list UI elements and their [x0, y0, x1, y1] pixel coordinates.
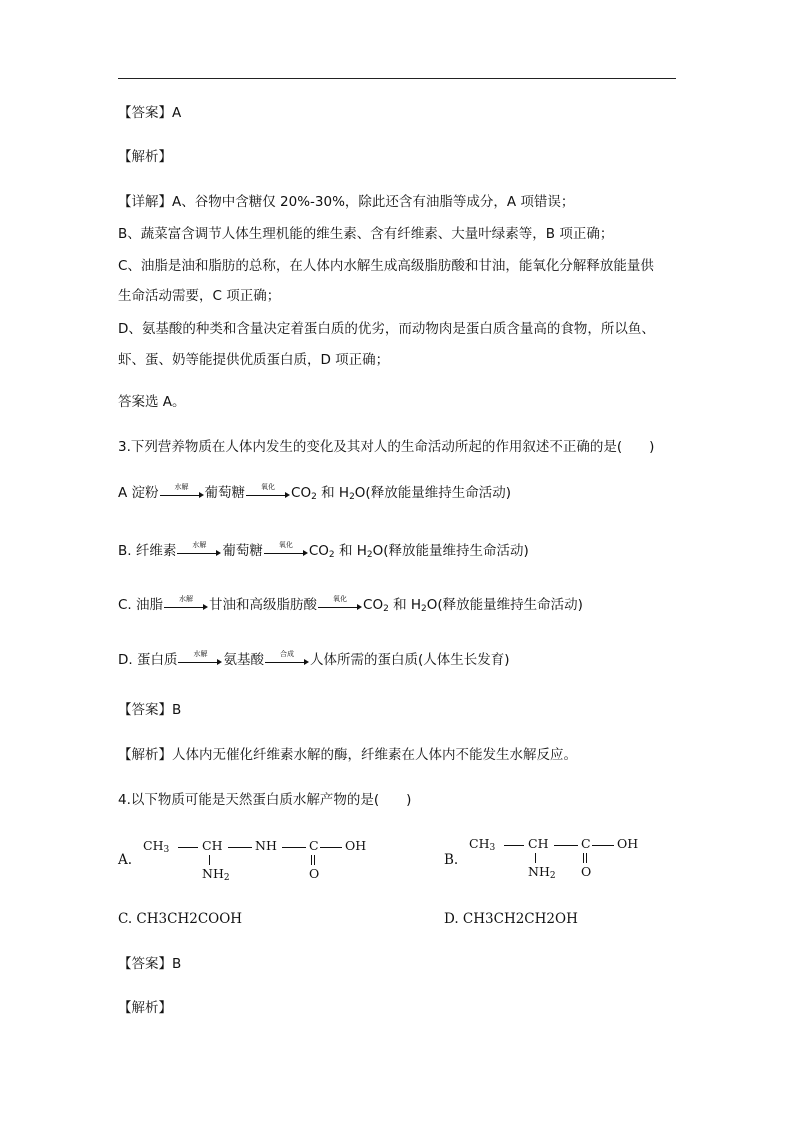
q3-d-product: 人体所需的蛋白质(人体生长发育): [309, 652, 510, 668]
detail-line-a: [118, 193, 574, 211]
oxidation-arrow-icon: 氧化: [246, 486, 290, 500]
q3-d-label: D. 蛋白质: [118, 652, 178, 668]
ch3-group: $CH_3$: [143, 838, 170, 855]
q4-option-c: C. CH3CH2COOH: [118, 911, 243, 927]
q3-answer: 【答案】B: [118, 702, 182, 718]
q3-a-label: A 淀粉: [118, 485, 159, 501]
hydrolysis-arrow-icon: 水解: [160, 486, 204, 500]
hydrolysis-arrow-icon: 水解: [164, 598, 208, 612]
structure-a: [140, 836, 380, 886]
q4-b-label: B.: [444, 852, 459, 868]
synthesis-arrow-icon: 合成: [265, 653, 309, 667]
q3-b-product: $CO_2$ 和 $H_2O$(释放能量维持生命活动): [308, 543, 529, 560]
detail-line-b: B、蔬菜富含调节人体生理机能的维生素、含有纤维素、大量叶绿素等，B 项正确；: [118, 226, 614, 242]
q3-b-mid: 葡萄糖: [222, 543, 263, 559]
detail-line-c2: 生命活动需要，C 项正确；: [118, 288, 281, 304]
detail-line-d2: 虾、蛋、奶等能提供优质蛋白质，D 项正确；: [118, 352, 390, 368]
nh2-group: $NH_2$: [528, 864, 556, 881]
carbonyl-oxygen: O: [581, 864, 592, 879]
ch3-group: $CH_3$: [469, 836, 496, 853]
oxidation-arrow-icon: 氧化: [318, 598, 362, 612]
question-4-stem: 4.以下物质可能是天然蛋白质水解产物的是( ): [118, 792, 412, 808]
oh-group: OH: [617, 836, 639, 851]
q4-a-label: A.: [118, 852, 133, 868]
ch-group: CH: [202, 838, 223, 853]
q4-answer: 【答案】B: [118, 956, 182, 972]
q3-a-mid: 葡萄糖: [204, 485, 246, 501]
detail-prefix: 【详解】: [118, 194, 172, 210]
nh-group: NH: [255, 838, 277, 853]
q3-option-d: [118, 651, 510, 669]
carbonyl-carbon: C: [309, 838, 319, 853]
hydrolysis-arrow-icon: 水解: [177, 544, 221, 558]
answer-1: 【答案】A: [118, 105, 182, 121]
q3-c-label: C. 油脂: [118, 597, 164, 613]
header-rule: [118, 78, 676, 79]
q3-option-c: [118, 596, 583, 614]
choose-answer: 答案选 A。: [118, 394, 186, 410]
q4-option-d: D. CH3CH2CH2OH: [444, 911, 578, 927]
detail-line-d1: D、氨基酸的种类和含量决定着蛋白质的优劣，而动物肉是蛋白质含量高的食物，所以鱼、: [118, 321, 655, 337]
hydrolysis-arrow-icon: 水解: [178, 653, 222, 667]
q3-d-mid: 氨基酸: [223, 652, 264, 668]
carbonyl-oxygen: O: [309, 866, 320, 881]
detail-a: A、谷物中含糖仅 20%-30%，除此还含有油脂等成分，A 项错误；: [172, 194, 575, 210]
oh-group: OH: [345, 838, 367, 853]
q3-analysis: 【解析】人体内无催化纤维素水解的酶，纤维素在人体内不能发生水解反应。: [118, 747, 577, 763]
q3-c-product: $CO_2$ 和 $H_2O$(释放能量维持生命活动): [363, 597, 583, 614]
q3-option-a: [118, 484, 511, 502]
q3-a-product: $CO_2$ 和 $H_2O$(释放能量维持生命活动): [291, 485, 511, 502]
nh2-group: $NH_2$: [202, 866, 230, 883]
q3-b-label: B. 纤维素: [118, 543, 177, 559]
question-3-stem: 3.下列营养物质在人体内发生的变化及其对人的生命活动所起的作用叙述不正确的是( ): [118, 439, 655, 455]
detail-line-c1: C、油脂是油和脂肪的总称，在人体内水解生成高级脂肪酸和甘油，能氧化分解释放能量供: [118, 258, 654, 274]
q4-analysis: 【解析】: [118, 1000, 172, 1016]
q3-c-mid: 甘油和高级脂肪酸: [209, 597, 318, 613]
analysis-1-heading: 【解析】: [118, 149, 172, 165]
q3-option-b: [118, 542, 529, 560]
carbonyl-carbon: C: [581, 836, 591, 851]
structure-b: [466, 834, 666, 884]
ch-group: CH: [528, 836, 549, 851]
oxidation-arrow-icon: 氧化: [264, 544, 308, 558]
